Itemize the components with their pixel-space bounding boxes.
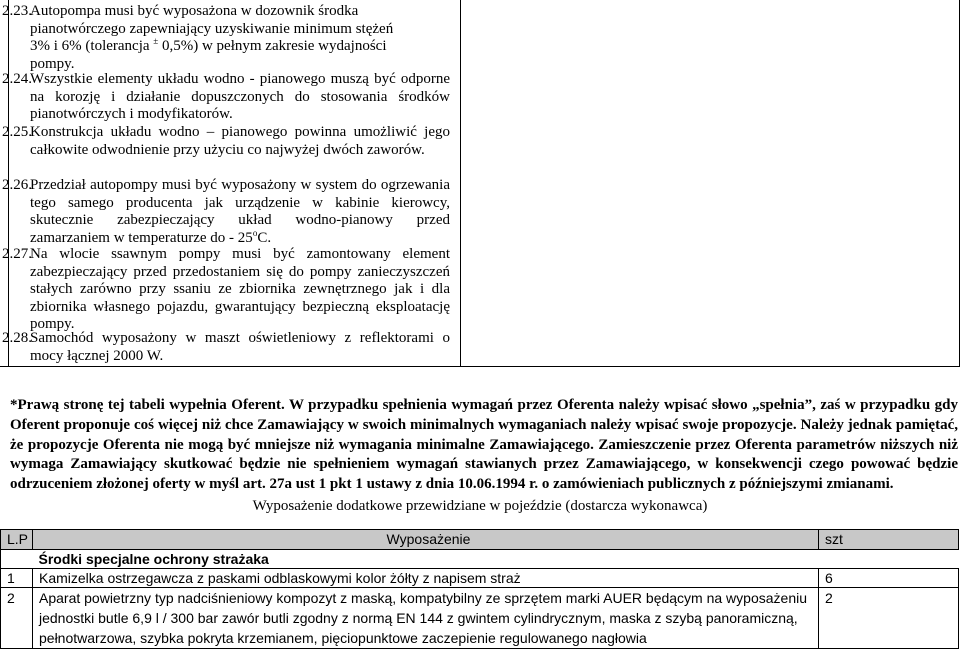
requirement-text: Wszystkie elementy układu wodno - pianowego muszą być odporne na korozję i działanie dopuszczonych do stosowania środków pianotwórczych i modyfikatorów. bbox=[30, 71, 450, 123]
degree-sign: o bbox=[252, 227, 258, 238]
requirement-line: pianotwórczego zapewniający uzyskiwanie minimum stężeń bbox=[30, 20, 394, 37]
requirement-2-27 bbox=[2, 246, 450, 334]
table-row bbox=[1, 588, 959, 649]
equipment-caption: Wyposażenie dodatkowe przewidziane w pojeździe (dostarcza wykonawca) bbox=[252, 498, 708, 514]
requirement-text: Samochód wyposażony w maszt oświetleniowy z reflektorami o mocy łącznej 2000 W. bbox=[30, 330, 450, 364]
requirement-2-24 bbox=[2, 71, 450, 124]
row-qty: 6 bbox=[819, 569, 959, 588]
requirement-number: 2.26. bbox=[2, 177, 32, 193]
header-qty: szt bbox=[819, 530, 959, 550]
requirement-text: Na wlocie ssawnym pompy musi być zamontowany element zabezpieczający przed przedostaniem się do pompy zanieczyszczeń stałych zarówno przy ssaniu ze zbiornika zewnętrznego jak i dla zbiornika własnego pojazdu, gwarantujący bezpieczną eksploatację pompy. bbox=[30, 246, 450, 333]
requirement-line: 3% i 6% (tolerancja ± 0,5%) w pełnym zakresie wydajności bbox=[30, 36, 387, 55]
requirement-number: 2.23. bbox=[2, 3, 32, 19]
table-row bbox=[1, 569, 959, 588]
section-spacer bbox=[1, 550, 33, 569]
plus-minus-sign: ± bbox=[153, 36, 159, 47]
row-name: Kamizelka ostrzegawcza z paskami odblaskowymi kolor żółty z napisem straż bbox=[33, 569, 819, 588]
requirement-text: Konstrukcja układu wodno – pianowego powinna umożliwić jego całkowite odwodnienie przy użyciu co najwyżej dwóch zaworów. bbox=[30, 124, 450, 158]
table-column-divider bbox=[460, 0, 461, 367]
row-lp: 2 bbox=[1, 588, 33, 649]
requirement-number: 2.25. bbox=[2, 124, 32, 140]
header-lp: L.P bbox=[1, 530, 33, 550]
row-name: Aparat powietrzny typ nadciśnieniowy kompozyt z maską, kompatybilny ze sprzętem marki AUER będącym na wyposażeniu jednostki butle 6,9 l / 300 bar zawór butli zgodny z normą EN 144 z gwintem cylindrycznym, maska z szybą panoramiczną, pełnotwarzowa, szybka pokryta krzemianem, pięciopunktowe zaczepienie regulowanego nagłowia bbox=[33, 588, 819, 649]
section-title: Środki specjalne ochrony strażaka bbox=[33, 550, 959, 569]
requirement-number: 2.28. bbox=[2, 330, 32, 346]
requirement-2-26 bbox=[2, 177, 450, 247]
requirement-number: 2.24. bbox=[2, 71, 32, 87]
row-qty: 2 bbox=[819, 588, 959, 649]
requirement-number: 2.27. bbox=[2, 246, 32, 262]
requirement-line: pompy. bbox=[30, 55, 75, 72]
row-lp: 1 bbox=[1, 569, 33, 588]
table-border-bottom bbox=[0, 366, 960, 367]
header-equipment: Wyposażenie bbox=[33, 530, 819, 550]
requirement-text: Przedział autopompy musi być wyposażony w system do ogrzewania tego samego producenta jak urządzenie w kabinie kierowcy, skutecznie zabezpieczający układ wodno-pianowy przed zamarzaniem w temperaturze do - 25$^o$C. bbox=[30, 177, 450, 246]
requirement-2-25 bbox=[2, 124, 450, 159]
requirement-line: Autopompa musi być wyposażona w dozownik środka bbox=[30, 3, 359, 19]
equipment-header-row bbox=[1, 530, 959, 550]
requirement-2-23 bbox=[2, 3, 450, 73]
offerent-note: *Prawą stronę tej tabeli wypełnia Oferent. W przypadku spełnienia wymagań przez Oferenta należy wpisać słowo „spełnia”, zaś w przypadku gdy Oferent proponuje coś więcej niż chce Zamawiający w swoich minimalnych wymaganiach należy wpisać swoje propozycje. Należy jednak pamiętać, że propozycje Oferenta nie mogą być mniejsze niż wymagania minimalne Zamawiającego. Zamieszczenie przez Oferenta parametrów niższych niż wymaga Zamawiający skutkować będzie nie spełnieniem wymagań stawianych przez Zamawiającego, w konsekwencji czego powować będzie odrzuceniem złożonej oferty w myśl art. 27a ust 1 pkt 1 ustawy z dnia 10.06.1994 r. o zamówieniach publicznych z późniejszymi zmianami. bbox=[10, 397, 958, 493]
equipment-table bbox=[0, 529, 959, 649]
section-row bbox=[1, 550, 959, 569]
requirement-2-28 bbox=[2, 330, 450, 365]
